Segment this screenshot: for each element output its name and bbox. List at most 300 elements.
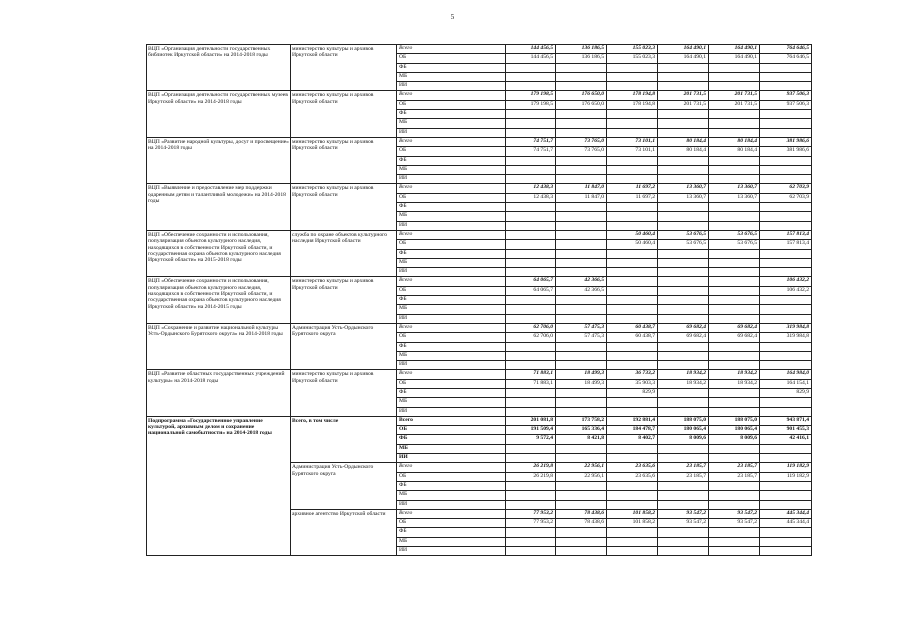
amount-cell: [760, 342, 812, 351]
amount-cell: 23 185,7: [709, 472, 760, 481]
amount-cell: 101 858,2: [607, 519, 658, 528]
amount-cell: [760, 72, 812, 81]
amount-cell: [556, 110, 607, 119]
program-name: ВЦП «Организация деятельности государственных библиотек Иркутской области» на 2014-2018 годы: [147, 45, 291, 91]
amount-cell: 18 499,3: [556, 379, 607, 388]
amount-cell: 184 478,7: [607, 426, 658, 435]
funding-source-label: ФБ: [397, 203, 506, 212]
funding-source-label: ИИ: [397, 454, 506, 463]
amount-cell: [506, 230, 556, 239]
funding-source-label: ИИ: [397, 407, 506, 416]
amount-cell: 8 009,6: [658, 435, 709, 444]
amount-cell: 11 697,2: [607, 193, 658, 202]
amount-cell: [556, 119, 607, 128]
amount-cell: [506, 314, 556, 323]
funding-source-label: Всего: [397, 91, 506, 100]
amount-cell: [658, 481, 709, 490]
executor-name: Всего, в том числе: [291, 416, 397, 462]
amount-cell: [760, 128, 812, 137]
amount-cell: [556, 388, 607, 397]
amount-cell: [760, 203, 812, 212]
amount-cell: [709, 156, 760, 165]
amount-cell: 829,9: [760, 388, 812, 397]
amount-cell: [658, 110, 709, 119]
amount-cell: 73 101,1: [607, 137, 658, 146]
amount-cell: [658, 258, 709, 267]
funding-source-label: ФБ: [397, 296, 506, 305]
budget-table-body: [147, 45, 812, 556]
executor-name: служба по охране объектов культурного наследия Иркутской области: [291, 230, 397, 276]
funding-source-label: ОБ: [397, 519, 506, 528]
amount-cell: 101 858,2: [607, 509, 658, 518]
funding-source-label: ФБ: [397, 63, 506, 72]
amount-cell: 80 184,4: [709, 137, 760, 146]
amount-cell: [607, 407, 658, 416]
amount-cell: 157 813,4: [760, 230, 812, 239]
source-row: [147, 91, 812, 100]
amount-cell: [607, 296, 658, 305]
amount-cell: [506, 547, 556, 556]
amount-cell: 23 185,7: [658, 472, 709, 481]
funding-source-label: ИИ: [397, 268, 506, 277]
amount-cell: [607, 268, 658, 277]
amount-cell: 69 682,4: [709, 333, 760, 342]
amount-cell: 180 065,4: [658, 426, 709, 435]
amount-cell: [709, 528, 760, 537]
amount-cell: 179 198,5: [506, 91, 556, 100]
amount-cell: [506, 110, 556, 119]
amount-cell: [760, 165, 812, 174]
amount-cell: [607, 286, 658, 295]
amount-cell: 201 731,5: [658, 91, 709, 100]
amount-cell: 173 758,2: [556, 416, 607, 425]
amount-cell: [760, 398, 812, 407]
amount-cell: [607, 342, 658, 351]
source-row: [147, 184, 812, 193]
amount-cell: [506, 454, 556, 463]
amount-cell: [556, 212, 607, 221]
amount-cell: 57 475,3: [556, 333, 607, 342]
funding-source-label: ФБ: [397, 435, 506, 444]
amount-cell: [506, 221, 556, 230]
amount-cell: [709, 82, 760, 91]
amount-cell: [506, 500, 556, 509]
amount-cell: [607, 63, 658, 72]
amount-cell: [607, 537, 658, 546]
amount-cell: [709, 221, 760, 230]
amount-cell: 901 455,3: [760, 426, 812, 435]
amount-cell: [607, 491, 658, 500]
funding-source-label: ИИ: [397, 128, 506, 137]
amount-cell: [658, 221, 709, 230]
amount-cell: 74 751,7: [506, 147, 556, 156]
amount-cell: [658, 277, 709, 286]
amount-cell: [760, 351, 812, 360]
amount-cell: 23 635,6: [607, 463, 658, 472]
amount-cell: [506, 82, 556, 91]
amount-cell: [607, 454, 658, 463]
amount-cell: [658, 82, 709, 91]
amount-cell: 71 883,1: [506, 379, 556, 388]
executor-name: министерство культуры и архивов Иркутской области: [291, 370, 397, 416]
amount-cell: 192 881,4: [607, 416, 658, 425]
amount-cell: 937 506,3: [760, 91, 812, 100]
funding-source-label: ОБ: [397, 379, 506, 388]
executor-name: архивное агентство Иркутской области: [291, 509, 397, 555]
source-row: [147, 323, 812, 332]
amount-cell: 74 751,7: [506, 137, 556, 146]
amount-cell: [658, 249, 709, 258]
amount-cell: [506, 258, 556, 267]
amount-cell: [556, 361, 607, 370]
amount-cell: [607, 314, 658, 323]
amount-cell: 164 984,0: [760, 370, 812, 379]
amount-cell: [658, 268, 709, 277]
amount-cell: [556, 547, 607, 556]
amount-cell: [709, 388, 760, 397]
funding-source-label: МБ: [397, 258, 506, 267]
funding-source-label: МБ: [397, 165, 506, 174]
amount-cell: [506, 351, 556, 360]
amount-cell: 445 344,4: [760, 519, 812, 528]
funding-source-label: ОБ: [397, 147, 506, 156]
program-name: ВЦП «Сохранение и развитие национальной культуры Усть-Ордынского Бурятского округа» на 2014-2018 годы: [147, 323, 291, 369]
amount-cell: [607, 249, 658, 258]
amount-cell: [607, 444, 658, 453]
amount-cell: [760, 537, 812, 546]
amount-cell: 26 219,8: [506, 472, 556, 481]
amount-cell: [506, 175, 556, 184]
amount-cell: 64 065,7: [506, 277, 556, 286]
amount-cell: 201 731,5: [709, 100, 760, 109]
amount-cell: [760, 305, 812, 314]
amount-cell: [556, 500, 607, 509]
amount-cell: [556, 491, 607, 500]
amount-cell: [709, 175, 760, 184]
amount-cell: 178 194,8: [607, 100, 658, 109]
amount-cell: [709, 444, 760, 453]
amount-cell: [709, 537, 760, 546]
amount-cell: [709, 165, 760, 174]
amount-cell: [506, 305, 556, 314]
amount-cell: 12 438,3: [506, 184, 556, 193]
amount-cell: [556, 314, 607, 323]
amount-cell: [556, 203, 607, 212]
amount-cell: [506, 296, 556, 305]
funding-source-label: Всего: [397, 416, 506, 425]
amount-cell: 26 219,8: [506, 463, 556, 472]
amount-cell: [506, 537, 556, 546]
amount-cell: [709, 63, 760, 72]
funding-source-label: МБ: [397, 72, 506, 81]
funding-source-label: ОБ: [397, 240, 506, 249]
funding-source-label: ИИ: [397, 221, 506, 230]
amount-cell: 164 490,1: [709, 45, 760, 54]
amount-cell: 23 635,6: [607, 472, 658, 481]
funding-source-label: МБ: [397, 305, 506, 314]
amount-cell: 180 065,4: [709, 426, 760, 435]
amount-cell: [607, 277, 658, 286]
funding-source-label: Всего: [397, 509, 506, 518]
amount-cell: 18 934,2: [658, 379, 709, 388]
amount-cell: 201 731,5: [658, 100, 709, 109]
amount-cell: 53 676,5: [709, 230, 760, 239]
amount-cell: [760, 454, 812, 463]
funding-source-label: ИИ: [397, 547, 506, 556]
amount-cell: [658, 537, 709, 546]
amount-cell: [506, 407, 556, 416]
amount-cell: 937 506,3: [760, 100, 812, 109]
amount-cell: [607, 481, 658, 490]
amount-cell: [506, 388, 556, 397]
amount-cell: [760, 314, 812, 323]
amount-cell: [607, 175, 658, 184]
amount-cell: 11 697,2: [607, 184, 658, 193]
amount-cell: 179 198,5: [506, 100, 556, 109]
amount-cell: 157 813,4: [760, 240, 812, 249]
amount-cell: [658, 500, 709, 509]
amount-cell: 13 360,7: [658, 193, 709, 202]
amount-cell: [658, 286, 709, 295]
amount-cell: 18 934,2: [709, 379, 760, 388]
amount-cell: [658, 165, 709, 174]
amount-cell: 50 460,4: [607, 230, 658, 239]
funding-source-label: Всего: [397, 463, 506, 472]
amount-cell: 64 065,7: [506, 286, 556, 295]
amount-cell: [607, 258, 658, 267]
funding-source-label: ИИ: [397, 82, 506, 91]
amount-cell: 77 953,2: [506, 519, 556, 528]
funding-source-label: ИИ: [397, 314, 506, 323]
amount-cell: [607, 528, 658, 537]
amount-cell: [709, 547, 760, 556]
amount-cell: [760, 119, 812, 128]
source-row: [147, 416, 812, 425]
amount-cell: 57 475,3: [556, 323, 607, 332]
amount-cell: [506, 342, 556, 351]
amount-cell: 119 182,9: [760, 463, 812, 472]
amount-cell: 188 075,0: [658, 416, 709, 425]
amount-cell: [607, 547, 658, 556]
amount-cell: [658, 407, 709, 416]
amount-cell: 165 336,4: [556, 426, 607, 435]
amount-cell: 829,9: [607, 388, 658, 397]
amount-cell: 69 682,4: [709, 323, 760, 332]
amount-cell: 381 986,6: [760, 147, 812, 156]
executor-name: министерство культуры и архивов Иркутской области: [291, 184, 397, 230]
amount-cell: 77 953,2: [506, 509, 556, 518]
amount-cell: 164 490,1: [709, 54, 760, 63]
amount-cell: 188 075,0: [709, 416, 760, 425]
amount-cell: [709, 72, 760, 81]
amount-cell: [709, 268, 760, 277]
amount-cell: 106 432,2: [760, 277, 812, 286]
amount-cell: 445 344,4: [760, 509, 812, 518]
program-name: ВЦП «Развитие народной культуры, досуг и просвещение» на 2014-2018 годы: [147, 137, 291, 183]
amount-cell: 78 438,6: [556, 509, 607, 518]
amount-cell: [556, 407, 607, 416]
amount-cell: [506, 398, 556, 407]
source-row: [147, 45, 812, 54]
amount-cell: 18 934,2: [658, 370, 709, 379]
amount-cell: 80 184,4: [658, 137, 709, 146]
funding-source-label: Всего: [397, 277, 506, 286]
funding-source-label: МБ: [397, 491, 506, 500]
funding-source-label: ОБ: [397, 100, 506, 109]
amount-cell: [709, 361, 760, 370]
amount-cell: 93 547,2: [658, 509, 709, 518]
amount-cell: [658, 388, 709, 397]
funding-source-label: МБ: [397, 537, 506, 546]
amount-cell: [658, 63, 709, 72]
amount-cell: 176 650,0: [556, 91, 607, 100]
funding-source-label: Всего: [397, 323, 506, 332]
amount-cell: [556, 165, 607, 174]
amount-cell: 8 421,8: [556, 435, 607, 444]
amount-cell: 69 682,4: [658, 333, 709, 342]
amount-cell: [506, 212, 556, 221]
amount-cell: 319 984,8: [760, 323, 812, 332]
funding-source-label: ИИ: [397, 175, 506, 184]
amount-cell: [506, 481, 556, 490]
funding-source-label: ФБ: [397, 110, 506, 119]
amount-cell: [607, 221, 658, 230]
amount-cell: 23 185,7: [658, 463, 709, 472]
amount-cell: [556, 249, 607, 258]
funding-source-label: МБ: [397, 351, 506, 360]
amount-cell: [556, 82, 607, 91]
amount-cell: [658, 296, 709, 305]
amount-cell: 8 402,7: [607, 435, 658, 444]
program-name: Подпрограмма «Государственное управление культурой, архивным делом и сохранение национальной самобытности» на 2014-2018 годы: [147, 416, 291, 555]
amount-cell: [607, 165, 658, 174]
funding-source-label: Всего: [397, 370, 506, 379]
amount-cell: [658, 351, 709, 360]
amount-cell: 93 547,2: [709, 509, 760, 518]
executor-name: министерство культуры и архивов Иркутской области: [291, 277, 397, 323]
amount-cell: [709, 128, 760, 137]
amount-cell: [760, 268, 812, 277]
funding-source-label: ОБ: [397, 193, 506, 202]
amount-cell: 93 547,2: [709, 519, 760, 528]
amount-cell: [760, 528, 812, 537]
amount-cell: 164 490,1: [658, 54, 709, 63]
amount-cell: 73 765,0: [556, 137, 607, 146]
source-row: [147, 137, 812, 146]
amount-cell: 136 186,5: [556, 45, 607, 54]
source-row: [147, 370, 812, 379]
amount-cell: [658, 305, 709, 314]
amount-cell: [658, 128, 709, 137]
funding-source-label: ОБ: [397, 472, 506, 481]
amount-cell: 50 460,4: [607, 240, 658, 249]
program-name: ВЦП «Обеспечение сохранности и использования, популяризация объектов культурного наследия, находящихся в собственности Иркутской области, и государственная охрана объектов культурного наследия Иркутской области» на 2015-2018 годы: [147, 230, 291, 276]
amount-cell: [658, 119, 709, 128]
amount-cell: [709, 305, 760, 314]
amount-cell: [760, 82, 812, 91]
amount-cell: 176 650,0: [556, 100, 607, 109]
amount-cell: [709, 203, 760, 212]
funding-source-label: ИИ: [397, 361, 506, 370]
amount-cell: 12 438,3: [506, 193, 556, 202]
amount-cell: 164 490,1: [658, 45, 709, 54]
amount-cell: 13 360,7: [709, 184, 760, 193]
amount-cell: [506, 361, 556, 370]
amount-cell: 60 438,7: [607, 323, 658, 332]
amount-cell: 164 154,1: [760, 379, 812, 388]
funding-source-label: ФБ: [397, 528, 506, 537]
amount-cell: [760, 249, 812, 258]
amount-cell: 9 572,4: [506, 435, 556, 444]
executor-name: Администрация Усть-Ордынского Бурятского округа: [291, 463, 397, 509]
amount-cell: [760, 221, 812, 230]
amount-cell: [658, 454, 709, 463]
page-number: 5: [450, 13, 455, 21]
amount-cell: 71 883,1: [506, 370, 556, 379]
amount-cell: [658, 212, 709, 221]
funding-source-label: ФБ: [397, 342, 506, 351]
amount-cell: [658, 175, 709, 184]
amount-cell: 106 432,2: [760, 286, 812, 295]
program-name: ВЦП «Организация деятельности государственных музеев Иркутской области» на 2014-2018 годы: [147, 91, 291, 137]
amount-cell: 53 676,5: [658, 240, 709, 249]
amount-cell: [760, 212, 812, 221]
funding-source-label: ИИ: [397, 500, 506, 509]
amount-cell: [760, 156, 812, 165]
amount-cell: [709, 314, 760, 323]
amount-cell: [556, 296, 607, 305]
executor-name: министерство культуры и архивов Иркутской области: [291, 45, 397, 91]
amount-cell: [658, 361, 709, 370]
amount-cell: 119 182,9: [760, 472, 812, 481]
amount-cell: [506, 528, 556, 537]
amount-cell: [506, 268, 556, 277]
amount-cell: [506, 165, 556, 174]
amount-cell: [658, 444, 709, 453]
amount-cell: [658, 491, 709, 500]
amount-cell: 22 956,1: [556, 463, 607, 472]
amount-cell: [760, 444, 812, 453]
amount-cell: [709, 454, 760, 463]
funding-source-label: Всего: [397, 45, 506, 54]
amount-cell: [607, 361, 658, 370]
amount-cell: 80 184,4: [658, 147, 709, 156]
amount-cell: [658, 203, 709, 212]
amount-cell: [709, 342, 760, 351]
amount-cell: [607, 119, 658, 128]
funding-source-label: ОБ: [397, 333, 506, 342]
funding-source-label: ОБ: [397, 54, 506, 63]
amount-cell: [760, 175, 812, 184]
amount-cell: [556, 537, 607, 546]
amount-cell: [556, 351, 607, 360]
amount-cell: [709, 296, 760, 305]
executor-name: Администрация Усть-Ордынского Бурятского округа: [291, 323, 397, 369]
amount-cell: [556, 258, 607, 267]
amount-cell: [709, 500, 760, 509]
funding-source-label: Всего: [397, 230, 506, 239]
amount-cell: [760, 547, 812, 556]
amount-cell: [709, 398, 760, 407]
amount-cell: [556, 63, 607, 72]
amount-cell: [556, 398, 607, 407]
amount-cell: 381 986,6: [760, 137, 812, 146]
amount-cell: 36 733,2: [607, 370, 658, 379]
amount-cell: 18 499,3: [556, 370, 607, 379]
amount-cell: [760, 110, 812, 119]
amount-cell: [506, 156, 556, 165]
amount-cell: [760, 500, 812, 509]
